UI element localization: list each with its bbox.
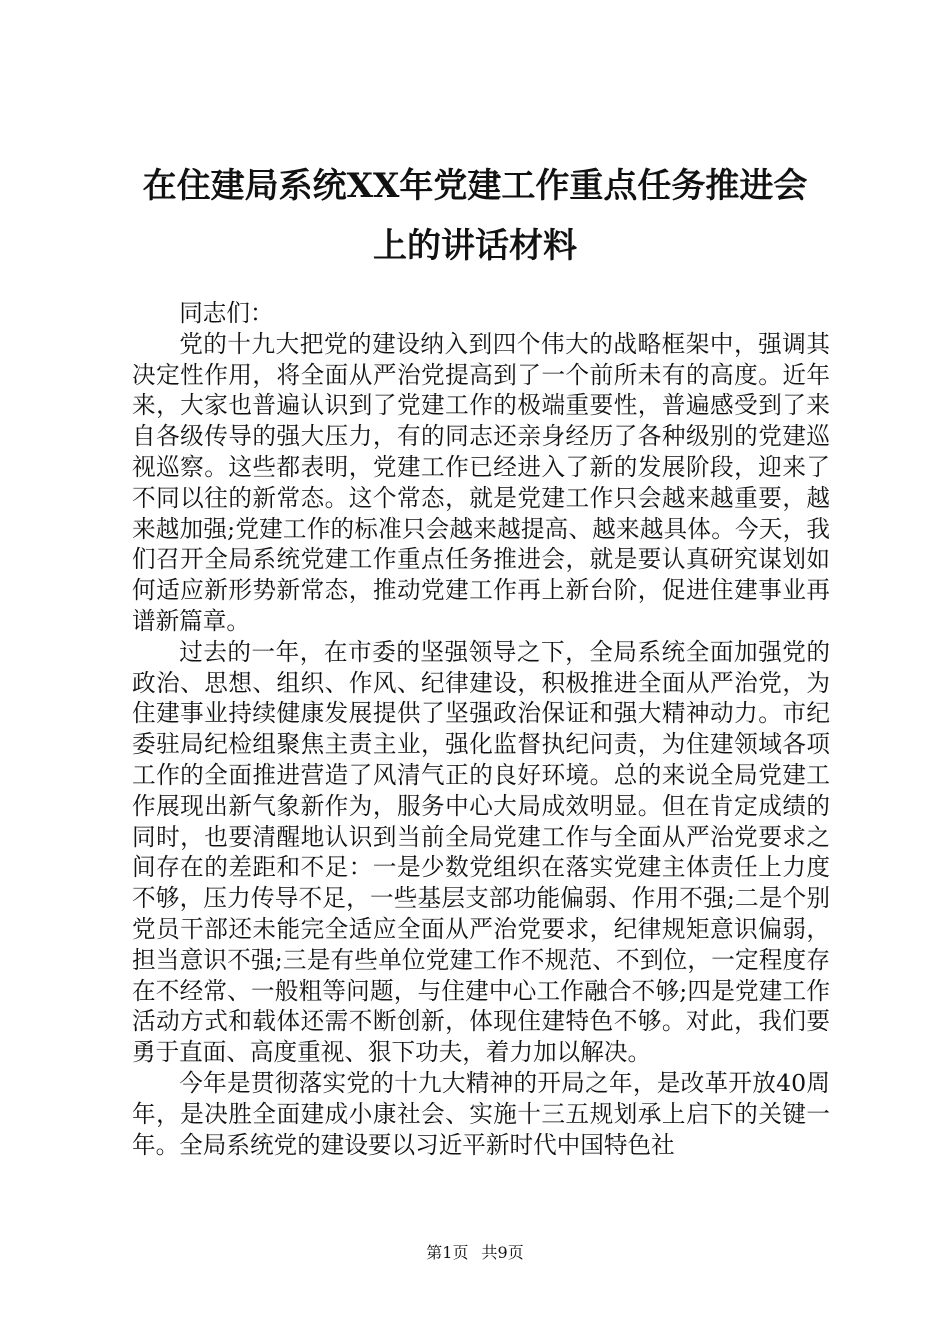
- title-line-2: 上的讲话材料: [373, 226, 577, 266]
- page-number: 第1页: [426, 1243, 469, 1262]
- greeting: 同志们：: [179, 299, 274, 327]
- paragraph-3: 今年是贯彻落实党的十九大精神的开局之年，是改革开放40周年，是决胜全面建成小康社会、实施十三五规划承上启下的关键一年。全局系统党的建设要以习近平新时代中国特色社: [132, 1068, 830, 1159]
- page-footer: [0, 1243, 950, 1263]
- paragraph-2: 过去的一年，在市委的坚强领导之下，全局系统全面加强党的政治、思想、组织、作风、纪律建设，积极推进全面从严治党，为住建事业持续健康发展提供了坚强政治保证和强大精神动力。市纪委驻局纪检组聚焦主责主业，强化监督执纪问责，为住建领域各项工作的全面推进营造了风清气正的良好环境。总的来说全局党建工作展现出新气象新作为，服务中心大局成效明显。但在肯定成绩的同时，也要清醒地认识到当前全局党建工作与全面从严治党要求之间存在的差距和不足：一是少数党组织在落实党建主体责任上力度不够，压力传导不足，一些基层支部功能偏弱、作用不强;二是个别党员干部还未能完全适应全面从严治党要求，纪律规矩意识偏弱，担当意识不强;三是有些单位党建工作不规范、不到位，一定程度存在不经常、一般粗等问题，与住建中心工作融合不够;四是党建工作活动方式和载体还需不断创新，体现住建特色不够。对此，我们要勇于直面、高度重视、狠下功夫，着力加以解决。: [132, 637, 830, 1067]
- document-body: [132, 298, 830, 1160]
- page-total: 共9页: [481, 1243, 524, 1262]
- title-line-1: 在住建局系统XX年党建工作重点任务推进会: [142, 166, 808, 206]
- paragraph-1: 党的十九大把党的建设纳入到四个伟大的战略框架中，强调其决定性作用，将全面从严治党提高到了一个前所未有的高度。近年来，大家也普遍认识到了党建工作的极端重要性，普遍感受到了来自各级传导的强大压力，有的同志还亲身经历了各种级别的党建巡视巡察。这些都表明，党建工作已经进入了新的发展阶段，迎来了不同以往的新常态。这个常态，就是党建工作只会越来越重要，越来越加强;党建工作的标准只会越来越提高、越来越具体。今天，我们召开全局系统党建工作重点任务推进会，就是要认真研究谋划如何适应新形势新常态，推动党建工作再上新台阶，促进住建事业再谱新篇章。: [132, 329, 830, 635]
- document-title: [120, 156, 830, 276]
